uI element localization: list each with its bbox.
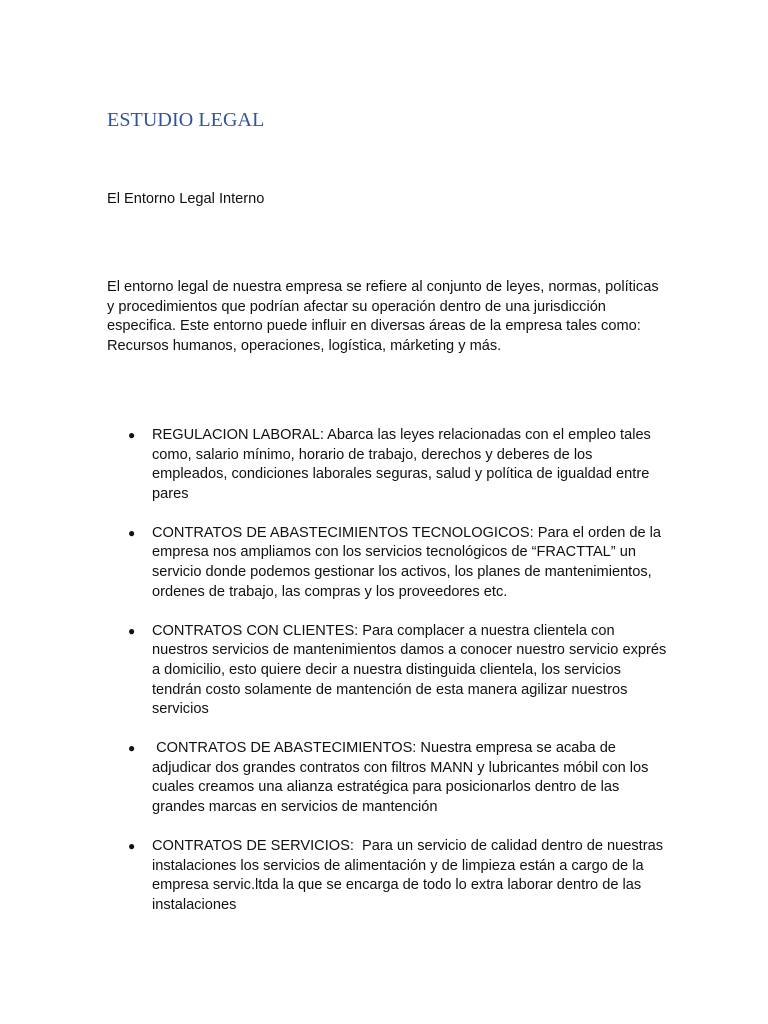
document-title: ESTUDIO LEGAL xyxy=(107,109,265,131)
list-item-contratos-tecnologicos xyxy=(107,524,667,602)
list-item-text: CONTRATOS CON CLIENTES: Para complacer a nuestra clientela con nuestros servicios de mantenimientos damos a conocer nuestro servicio exprés a domicilio, esto quiere decir a nuestra distinguida clientela, los servicios tendrán costo solamente de mantención de esta manera agilizar nuestros servicios xyxy=(152,622,671,718)
list-item-contratos-abastecimientos xyxy=(107,739,667,817)
list-item-text: CONTRATOS DE ABASTECIMIENTOS TECNOLOGICOS: Para el orden de la empresa nos ampliamos con los servicios tecnológicos de “FRACTTAL” un servicio donde podemos gestionar los activos, los planes de mantenimientos, ordenes de trabajo, las compras y los proveedores etc. xyxy=(152,524,666,600)
bullet-icon: ● xyxy=(128,525,136,540)
legal-areas-list xyxy=(107,426,671,935)
bullet-icon: ● xyxy=(128,623,136,638)
list-item-text: CONTRATOS DE SERVICIOS: Para un servicio de calidad dentro de nuestras instalaciones los servicios de alimentación y de limpieza están a cargo de la empresa servic.ltda la que se encarga de todo lo extra laborar dentro de las instalaciones xyxy=(152,838,668,913)
list-item-contratos-servicios xyxy=(107,837,667,915)
intro-paragraph: El entorno legal de nuestra empresa se refiere al conjunto de leyes, normas, políticas y procedimientos que podrían afectar su operación dentro de una jurisdicción especifica. Este entorno puede influir en diversas áreas de la empresa tales como: Recursos humanos, operaciones, logística, márketing y más. xyxy=(107,279,659,354)
list-item-text: REGULACION LABORAL: Abarca las leyes relacionadas con el empleo tales como, salario mínimo, horario de trabajo, derechos y deberes de los empleados, condiciones laborales seguras, salud y política de igualdad entre pares xyxy=(152,427,655,502)
section-subtitle: El Entorno Legal Interno xyxy=(107,191,265,207)
bullet-icon: ● xyxy=(128,741,136,756)
list-item-regulacion-laboral xyxy=(107,426,667,504)
list-item-contratos-clientes xyxy=(107,622,671,720)
bullet-icon: ● xyxy=(128,839,136,854)
list-item-text: CONTRATOS DE ABASTECIMIENTOS: Nuestra empresa se acaba de adjudicar dos grandes contratos con filtros MANN y lubricantes móbil con los cuales creamos una alianza estratégica para posicionarlos dentro de las grandes marcas en servicios de mantención xyxy=(152,740,653,815)
bullet-icon: ● xyxy=(128,428,136,442)
